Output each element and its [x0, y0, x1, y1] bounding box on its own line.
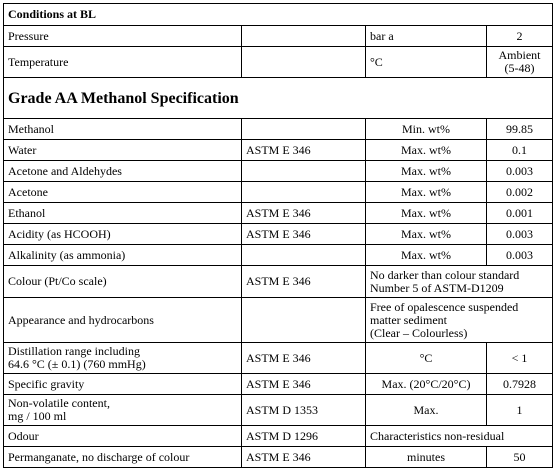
unit-cell: minutes [366, 447, 487, 468]
unit-cell: °C [366, 47, 487, 78]
table-row [4, 203, 553, 224]
merged-requirement-cell: Characteristics non-residual [366, 426, 553, 447]
method-cell: ASTM D 1296 [242, 426, 366, 447]
unit-cell: Max. wt% [366, 203, 487, 224]
method-cell: ASTM E 346 [242, 224, 366, 245]
param-name-line: mg / 100 ml [8, 409, 67, 423]
table-row [4, 140, 553, 161]
unit-cell: Max. wt% [366, 224, 487, 245]
param-name: Appearance and hydrocarbons [4, 298, 242, 343]
method-cell: ASTM E 346 [242, 447, 366, 468]
param-name: Water [4, 140, 242, 161]
value-cell: 0.001 [487, 203, 553, 224]
value-cell: 0.1 [487, 140, 553, 161]
method-cell: ASTM D 1353 [242, 395, 366, 426]
param-name-line: Distillation range including [8, 344, 140, 358]
value-cell: 0.003 [487, 224, 553, 245]
param-name: Permanganate, no discharge of colour [4, 447, 242, 468]
value-cell: 50 [487, 447, 553, 468]
table-row [4, 426, 553, 447]
unit-cell: Max. (20°C/20°C) [366, 374, 487, 395]
value-cell: 0.003 [487, 245, 553, 266]
table-row [4, 161, 553, 182]
param-name-line: Non-volatile content, [8, 396, 110, 410]
table-row [4, 395, 553, 426]
method-cell [242, 298, 366, 343]
method-cell [242, 47, 366, 78]
table-row [4, 374, 553, 395]
param-name: Alkalinity (as ammonia) [4, 245, 242, 266]
method-cell: ASTM E 346 [242, 266, 366, 298]
merged-requirement-cell: No darker than colour standard Number 5 of ASTM-D1209 [366, 266, 553, 298]
table-row [4, 47, 553, 78]
method-cell: ASTM E 346 [242, 203, 366, 224]
param-name-line: 64.6 °C (± 0.1) (760 mmHg) [8, 357, 146, 371]
method-cell [242, 119, 366, 140]
unit-cell: °C [366, 343, 487, 374]
param-name: Acetone [4, 182, 242, 203]
value-cell: 0.003 [487, 161, 553, 182]
param-name: Methanol [4, 119, 242, 140]
table-row [4, 119, 553, 140]
conditions-title: Conditions at BL [4, 4, 553, 26]
unit-cell: Max. wt% [366, 140, 487, 161]
value-cell: 2 [487, 26, 553, 47]
table-row [4, 447, 553, 468]
table-row [4, 26, 553, 47]
method-cell: ASTM E 346 [242, 140, 366, 161]
unit-cell: Max. wt% [366, 182, 487, 203]
value-cell: 1 [487, 395, 553, 426]
table-row [4, 245, 553, 266]
method-cell [242, 182, 366, 203]
spec-title: Grade AA Methanol Specification [4, 78, 553, 119]
conditions-header-row [4, 4, 553, 26]
param-name: Specific gravity [4, 374, 242, 395]
value-cell: < 1 [487, 343, 553, 374]
table-row [4, 224, 553, 245]
param-name: Ethanol [4, 203, 242, 224]
spec-header-row [4, 78, 553, 119]
param-name: Acetone and Aldehydes [4, 161, 242, 182]
param-name: Pressure [4, 26, 242, 47]
table-row [4, 298, 553, 343]
method-cell [242, 245, 366, 266]
param-name [4, 343, 242, 374]
unit-cell: Max. wt% [366, 245, 487, 266]
param-name: Odour [4, 426, 242, 447]
requirement-line: (Clear – Colourless) [370, 325, 468, 340]
unit-cell: Min. wt% [366, 119, 487, 140]
table-row [4, 266, 553, 298]
value-cell: 0.7928 [487, 374, 553, 395]
requirement-line: matter sediment [370, 312, 447, 327]
method-cell [242, 26, 366, 47]
unit-cell: bar a [366, 26, 487, 47]
table-row [4, 182, 553, 203]
requirement-line: Free of opalescence suspended [370, 299, 519, 314]
method-cell: ASTM E 346 [242, 343, 366, 374]
methanol-spec-table [3, 3, 553, 468]
param-name: Acidity (as HCOOH) [4, 224, 242, 245]
unit-cell: Max. [366, 395, 487, 426]
value-cell: 99.85 [487, 119, 553, 140]
param-name: Colour (Pt/Co scale) [4, 266, 242, 298]
param-name [4, 395, 242, 426]
value-cell: Ambient (5-48) [487, 47, 553, 78]
param-name: Temperature [4, 47, 242, 78]
table-row [4, 343, 553, 374]
merged-requirement-cell [366, 298, 553, 343]
unit-cell: Max. wt% [366, 161, 487, 182]
method-cell [242, 161, 366, 182]
value-cell: 0.002 [487, 182, 553, 203]
method-cell: ASTM E 346 [242, 374, 366, 395]
